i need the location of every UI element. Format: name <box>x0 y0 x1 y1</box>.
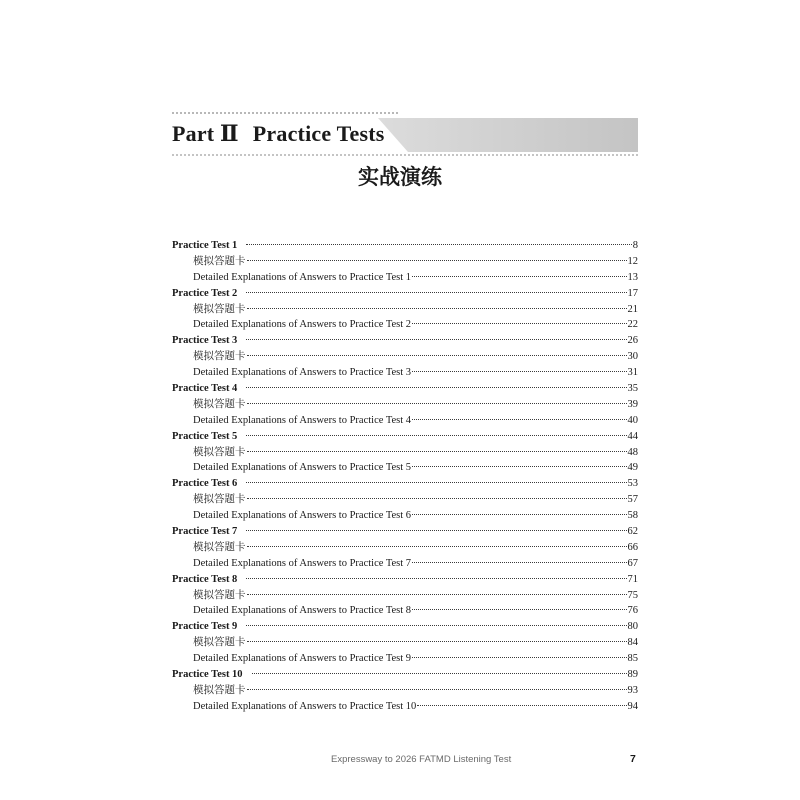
toc-entry-title: 模拟答题卡 <box>193 303 246 315</box>
toc-entry-title: 模拟答题卡 <box>193 398 246 410</box>
toc-page-number: 21 <box>627 303 638 315</box>
toc-item-row[interactable] <box>172 492 638 508</box>
toc-entry-title: Practice Test 2 <box>172 287 238 299</box>
dot-leader <box>246 482 626 483</box>
dot-leader <box>252 673 627 674</box>
footer-page-number: 7 <box>630 753 636 765</box>
toc-page-number: 22 <box>627 319 638 331</box>
dot-leader <box>246 530 626 531</box>
dot-leader <box>412 371 626 372</box>
toc-section-row[interactable] <box>172 667 638 683</box>
toc-entry-title: 模拟答题卡 <box>193 637 246 649</box>
dot-leader <box>247 546 627 547</box>
toc-page-number: 94 <box>627 700 638 712</box>
toc-entry-title: Practice Test 9 <box>172 621 238 633</box>
toc-entry-title: Detailed Explanations of Answers to Practice Test 7 <box>193 557 412 569</box>
toc-page-number: 57 <box>627 494 638 506</box>
toc-entry-title: Detailed Explanations of Answers to Practice Test 2 <box>193 319 412 331</box>
toc-entry-title: Detailed Explanations of Answers to Practice Test 8 <box>193 605 412 617</box>
toc-page-number: 53 <box>627 478 638 490</box>
toc-item-row[interactable] <box>172 651 638 667</box>
toc-entry-title: Practice Test 7 <box>172 526 238 538</box>
toc-section-row[interactable] <box>172 619 638 635</box>
toc-item-row[interactable] <box>172 460 638 476</box>
dot-leader <box>412 466 626 467</box>
toc-section-row[interactable] <box>172 286 638 302</box>
toc-entry-title: Practice Test 3 <box>172 335 238 347</box>
dot-leader <box>412 276 626 277</box>
dot-leader <box>247 403 627 404</box>
toc-item-row[interactable] <box>172 397 638 413</box>
toc-section-row[interactable] <box>172 333 638 349</box>
toc-section-row[interactable] <box>172 238 638 254</box>
toc-entry-title: 模拟答题卡 <box>193 351 246 363</box>
toc-page-number: 80 <box>627 621 638 633</box>
toc-section-row[interactable] <box>172 524 638 540</box>
toc-item-row[interactable] <box>172 317 638 333</box>
toc-entry-title: Detailed Explanations of Answers to Practice Test 9 <box>193 653 412 665</box>
dot-leader <box>412 609 626 610</box>
toc-page-number: 75 <box>627 589 638 601</box>
toc-item-row[interactable] <box>172 603 638 619</box>
part-label: Part Ⅱ <box>172 121 239 146</box>
toc-page-number: 62 <box>627 526 638 538</box>
dot-leader <box>246 578 626 579</box>
toc-entry-title: Practice Test 1 <box>172 240 238 251</box>
toc-page-number: 49 <box>627 462 638 474</box>
dot-leader <box>247 451 627 452</box>
toc-page-number: 40 <box>627 414 638 426</box>
toc-page-number: 12 <box>627 255 638 267</box>
bottom-dotted-rule <box>172 154 638 156</box>
dot-leader <box>246 625 626 626</box>
dot-leader <box>247 594 627 595</box>
dot-leader <box>412 323 626 324</box>
toc-entry-title: Detailed Explanations of Answers to Practice Test 3 <box>193 367 412 379</box>
toc-page-number: 67 <box>627 557 638 569</box>
dot-leader <box>246 435 626 436</box>
dot-leader <box>247 498 627 499</box>
toc-item-row[interactable] <box>172 302 638 318</box>
toc-item-row[interactable] <box>172 683 638 699</box>
dot-leader <box>247 689 627 690</box>
toc-item-row[interactable] <box>172 349 638 365</box>
toc-entry-title: 模拟答题卡 <box>193 684 246 696</box>
dot-leader <box>246 292 626 293</box>
toc-entry-title: 模拟答题卡 <box>193 541 246 553</box>
toc-entry-title: Detailed Explanations of Answers to Practice Test 6 <box>193 510 412 522</box>
part-banner <box>172 118 638 152</box>
toc-entry-title: 模拟答题卡 <box>193 589 246 601</box>
toc-section-row[interactable] <box>172 572 638 588</box>
toc-page-number: 85 <box>627 653 638 665</box>
toc-item-row[interactable] <box>172 635 638 651</box>
toc-entry-title: Detailed Explanations of Answers to Practice Test 5 <box>193 462 412 474</box>
toc-page-number: 76 <box>627 605 638 617</box>
dot-leader <box>417 705 626 706</box>
part-title: Practice Tests <box>252 121 385 146</box>
toc-item-row[interactable] <box>172 413 638 429</box>
toc-entry-title: Practice Test 5 <box>172 430 238 442</box>
dot-leader <box>247 260 627 261</box>
toc-entry-title: 模拟答题卡 <box>193 255 246 267</box>
table-of-contents <box>172 238 638 715</box>
toc-page-number: 31 <box>627 367 638 379</box>
toc-item-row[interactable] <box>172 508 638 524</box>
toc-page-number: 48 <box>627 446 638 458</box>
toc-item-row[interactable] <box>172 365 638 381</box>
dot-leader <box>247 308 627 309</box>
dot-leader <box>412 514 626 515</box>
toc-entry-title: 模拟答题卡 <box>193 446 246 458</box>
toc-page-number: 8 <box>632 240 638 251</box>
dot-leader <box>412 562 626 563</box>
toc-section-row[interactable] <box>172 476 638 492</box>
toc-entry-title: Practice Test 6 <box>172 478 238 490</box>
toc-page-number: 44 <box>627 430 638 442</box>
part-heading <box>172 121 385 147</box>
toc-page-number: 84 <box>627 637 638 649</box>
toc-entry-title: Detailed Explanations of Answers to Practice Test 4 <box>193 414 412 426</box>
dot-leader <box>246 339 626 340</box>
page-footer <box>0 754 800 768</box>
toc-section-row[interactable] <box>172 429 638 445</box>
toc-page-number: 39 <box>627 398 638 410</box>
toc-item-row[interactable] <box>172 699 638 715</box>
toc-page-number: 30 <box>627 351 638 363</box>
toc-entry-title: 模拟答题卡 <box>193 494 246 506</box>
toc-item-row[interactable] <box>172 254 638 270</box>
toc-entry-title: Detailed Explanations of Answers to Practice Test 10 <box>193 700 417 712</box>
toc-page-number: 26 <box>627 335 638 347</box>
toc-section-row[interactable] <box>172 381 638 397</box>
dot-leader <box>247 355 627 356</box>
toc-page-number: 89 <box>627 669 638 681</box>
dot-leader <box>247 641 627 642</box>
dot-leader <box>246 387 626 388</box>
toc-entry-title: Practice Test 10 <box>172 669 243 681</box>
toc-page-number: 93 <box>627 684 638 696</box>
top-dotted-rule <box>172 112 398 114</box>
toc-page-number: 13 <box>627 271 638 283</box>
toc-entry-title: Practice Test 4 <box>172 383 238 395</box>
toc-item-row[interactable] <box>172 540 638 556</box>
toc-entry-title: Practice Test 8 <box>172 573 238 585</box>
toc-item-row[interactable] <box>172 588 638 604</box>
toc-page-number: 66 <box>627 541 638 553</box>
toc-item-row[interactable] <box>172 445 638 461</box>
dot-leader <box>246 244 631 245</box>
dot-leader <box>412 419 626 420</box>
toc-page-number: 17 <box>627 287 638 299</box>
footer-book-title: Expressway to 2026 FATMD Listening Test <box>331 754 512 765</box>
toc-page-number: 35 <box>627 383 638 395</box>
toc-page-number: 58 <box>627 510 638 522</box>
chinese-subtitle: 实战演练 <box>358 165 442 189</box>
toc-entry-title: Detailed Explanations of Answers to Practice Test 1 <box>193 271 412 283</box>
toc-page-number: 71 <box>627 573 638 585</box>
toc-item-row[interactable] <box>172 270 638 286</box>
toc-item-row[interactable] <box>172 556 638 572</box>
dot-leader <box>412 657 626 658</box>
